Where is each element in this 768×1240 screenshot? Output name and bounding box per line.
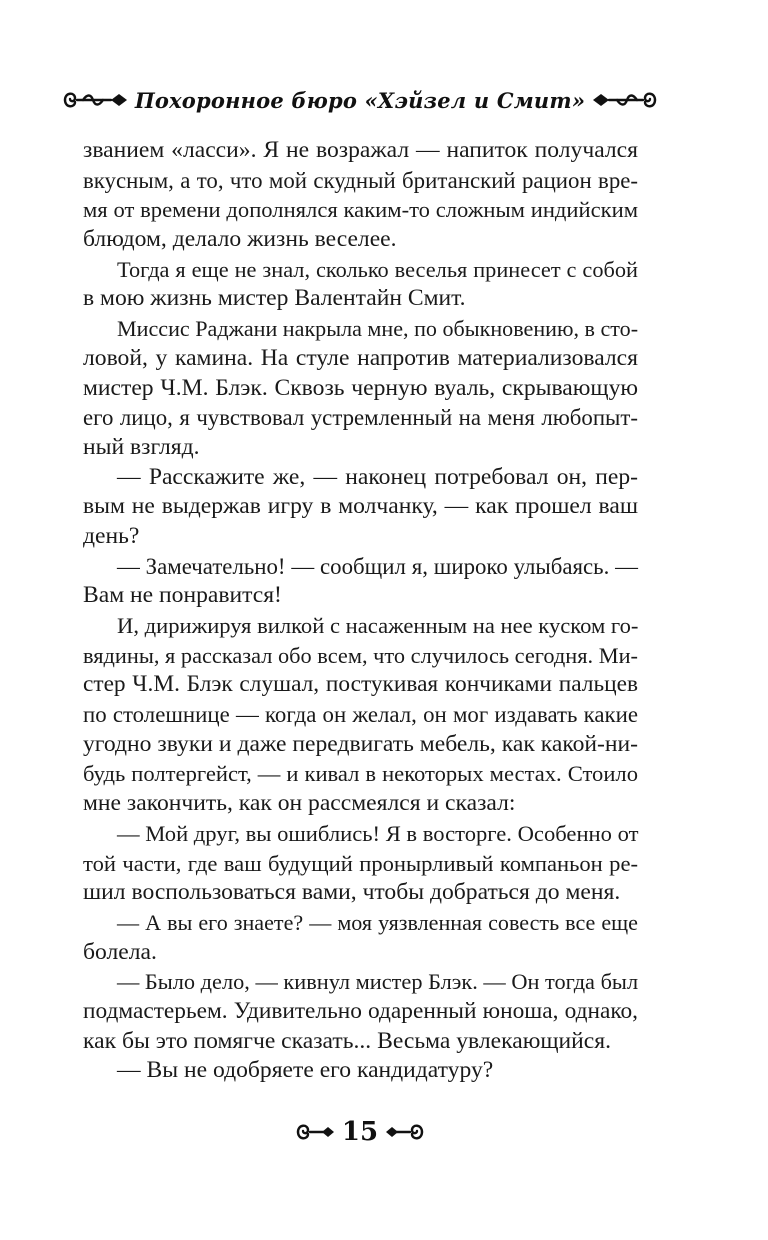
text-line: угодно звуки и даже передвигать мебель, как какой-ни- (83, 730, 638, 757)
text-line: — Мой друг, вы ошиблись! Я в восторге. Особенно от (117, 820, 639, 846)
text-line: ный взгляд. (83, 433, 200, 460)
text-line: — Вы не одобряете его кандидатуру? (117, 1057, 494, 1084)
text-line: — Было дело, — кивнул мистер Блэк. — Он тогда был (117, 969, 639, 995)
text-line: — Расскажите же, — наконец потребовал он, пер- (117, 463, 638, 490)
text-line: мне закончить, как он рассмеялся и сказал: (83, 790, 516, 817)
page-number: 15 (341, 1117, 379, 1147)
text-line: стер Ч.М. Блэк слушал, постукивая кончиками пальцев (83, 671, 638, 698)
text-line: мистер Ч.М. Блэк. Сквозь черную вуаль, скрывающую (83, 374, 638, 401)
body-text (83, 136, 638, 1086)
text-line: день? (83, 522, 140, 549)
text-line: — Замечательно! — сообщил я, широко улыбаясь. — (117, 553, 638, 579)
text-line: той части, где ваш будущий пронырливый компаньон ре- (83, 850, 638, 876)
text-line: шил воспользоваться вами, чтобы добраться до меня. (83, 879, 621, 906)
scroll-ornament-icon (61, 87, 129, 113)
text-line: мя от времени дополнялся каким-то сложным индийским (83, 197, 638, 223)
text-line: Тогда я еще не знал, сколько веселья принесет с собой (117, 256, 638, 282)
text-line: И, дирижируя вилкой с насаженным на нее куском го- (117, 613, 639, 638)
running-header (100, 80, 620, 120)
text-line: званием «ласси». Я не возражал — напиток получался (83, 137, 638, 163)
text-line: вым не выдержав игру в молчанку, — как прошел ваш (83, 493, 638, 520)
fleuron-icon (292, 1119, 336, 1145)
text-line: Миссис Раджани накрыла мне, по обыкновению, в сто- (117, 316, 639, 342)
text-line: будь полтергейст, — и кивал в некоторых местах. Стоило (83, 761, 638, 787)
text-line: — А вы его знаете? — моя уязвленная совесть все еще (117, 909, 638, 935)
text-line: блюдом, делало жизнь веселее. (83, 226, 397, 253)
text-line: Вам не понравится! (83, 582, 282, 609)
text-line: болела. (83, 938, 157, 965)
text-line: вядины, я рассказал обо всем, что случилось сегодня. Ми- (83, 642, 638, 668)
scroll-ornament-icon (591, 87, 659, 113)
fleuron-icon (384, 1119, 428, 1145)
text-line: по столешнице — когда он желал, он мог издавать какие (83, 702, 638, 728)
text-line: подмастерьем. Удивительно одаренный юноша, однако, (83, 997, 638, 1024)
text-line: в мою жизнь мистер Валентайн Смит. (83, 285, 466, 312)
text-line: вкусным, а то, что мой скудный британский рацион вре- (83, 167, 638, 193)
text-line: как бы это помягче сказать... Весьма увлекающийся. (83, 1027, 611, 1054)
page-footer (290, 1114, 430, 1150)
text-line: ловой, у камина. На стуле напротив материализовался (83, 344, 638, 371)
text-line: его лицо, я чувствовал устремленный на меня любопыт- (83, 405, 638, 431)
running-header-title: Похоронное бюро «Хэйзел и Смит» (134, 87, 586, 113)
